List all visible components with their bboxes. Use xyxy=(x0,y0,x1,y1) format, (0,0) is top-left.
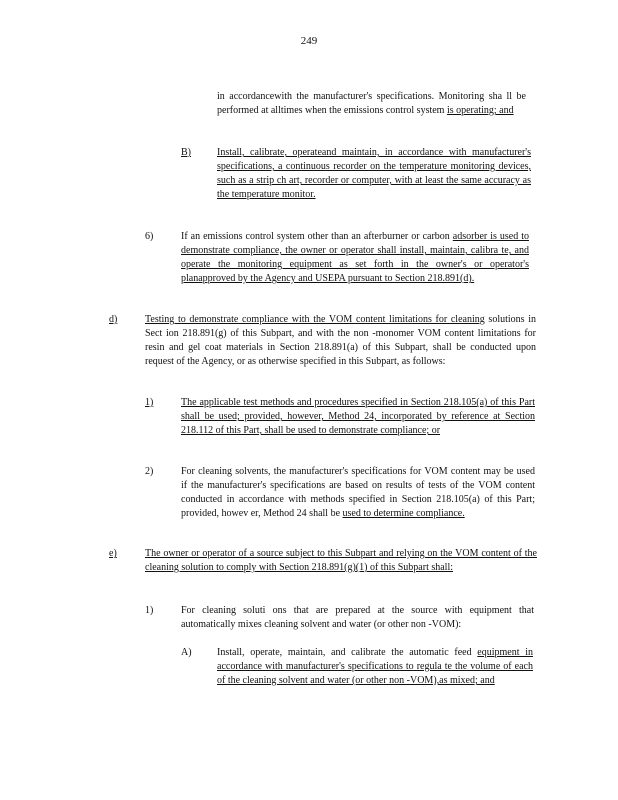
item-6-label: 6) xyxy=(145,231,154,242)
item-B-text xyxy=(217,146,531,202)
item-6-underlined-text: adsorber is used to demonstrate compliance, the owner or operator shall install, maintain, calibra te, and operate the monitoring equipment as set forth in the owner's or operator's planapproved by the Agency and USEPA pursuant to Section 218.891(d). xyxy=(181,231,529,284)
continuation-paragraph xyxy=(217,90,526,118)
item-d-underlined-text: Testing to demonstrate compliance with the VOM content limitations for cleaning xyxy=(145,314,485,325)
item-B-underlined-text: Install, calibrate, operateand maintain, in accordance with manufacturer's specifications, a continuous recorder on the temperature monitoring devices, such as a strip ch art, recorder or computer, with at least the same accuracy as the temperature monitor. xyxy=(217,147,531,200)
item-e1-plain-text: For cleaning soluti ons that are prepared at the source with equipment that automatically mixes cleaning solvent and water (or other non -VOM): xyxy=(181,605,534,630)
item-e-text xyxy=(145,547,537,575)
continuation-underlined-text: is operating; and xyxy=(446,105,514,116)
item-d1-underlined-text: The applicable test methods and procedures specified in Section 218.105(a) of this Part shall be used; provided, however, Method 24, incorporated by reference at Section 218.112 of this Part, shall be used to demonstrate compliance; or xyxy=(181,397,535,436)
item-A-label: A) xyxy=(181,647,192,658)
item-e-label: e) xyxy=(109,548,117,559)
item-6-text xyxy=(181,230,529,286)
item-B-label: B) xyxy=(181,147,191,158)
item-d1-label: 1) xyxy=(145,397,154,408)
item-e1-label: 1) xyxy=(145,605,154,616)
continuation-text: in accordancewith the manufacturer's specifications. Monitoring sha ll be performed at alltimes when the emissions control system xyxy=(217,91,526,116)
item-e-underlined-text: The owner or operator of a source subject to this Subpart and relying on the VOM content of the cleaning solution to comply with Section 218.891(g)(1) of this Subpart shall: xyxy=(145,548,537,573)
item-d2-plain-text: For cleaning solvents, the manufacturer's specifications for VOM content may be used if the manufacturer's specifications are based on results of tests of the VOM content conducted in accordance with methods specified in Section 218.105(a) of this Part; provided, howev er, Method 24 shall be xyxy=(181,466,535,519)
item-A-plain-text: Install, operate, maintain, and calibrate the automatic feed xyxy=(217,647,472,658)
item-d-text xyxy=(145,313,536,369)
item-d2-label: 2) xyxy=(145,466,154,477)
item-A-underlined-text: equipment in accordance with manufacturer's specifications to regula te the volume of each of the cleaning solvent and water (or other non -VOM),as mixed; and xyxy=(217,647,533,686)
page-number: 249 xyxy=(300,35,318,47)
item-6-plain-text: If an emissions control system other than an afterburner or carbon xyxy=(181,231,450,242)
item-e1-text xyxy=(181,604,534,632)
item-d-label: d) xyxy=(109,314,118,325)
item-d1-text xyxy=(181,396,535,438)
item-d-plain-text: solutions in Sect ion 218.891(g) of this Subpart, and with the non -monomer VOM content limitations for resin and gel coat materials in Section 218.891(a) of this Subpart, shall be conducted upon request of the Agency, or as otherwise specified in this Subpart, as follows: xyxy=(145,314,536,367)
item-d2-text xyxy=(181,465,535,521)
item-A-text xyxy=(217,646,533,688)
item-d2-underlined-text: used to determine compliance. xyxy=(342,508,465,519)
